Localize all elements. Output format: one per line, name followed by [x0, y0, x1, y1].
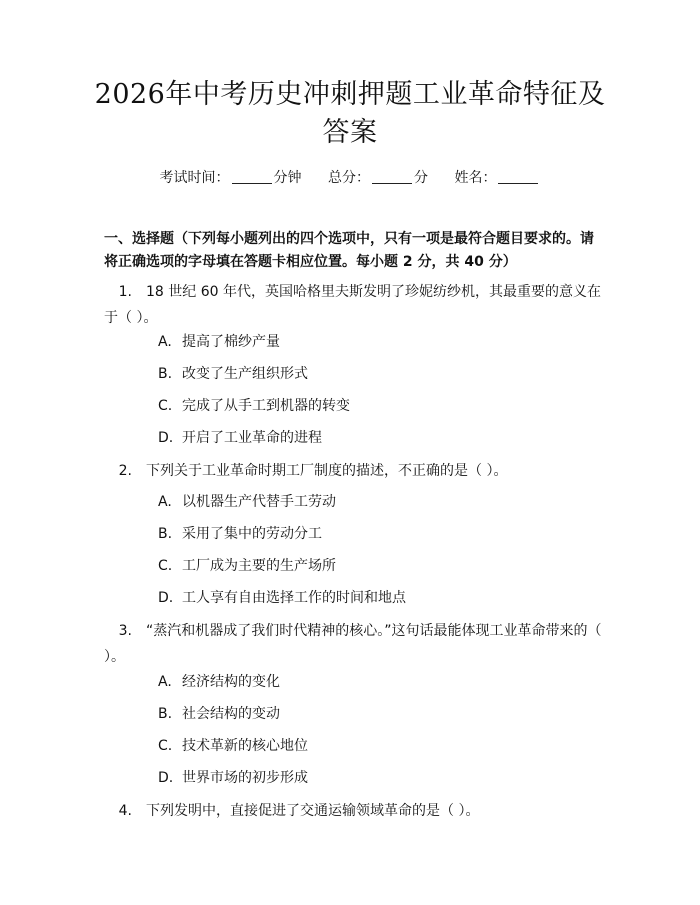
option-text: 经济结构的变化	[182, 674, 280, 690]
time-unit: 分钟	[273, 170, 302, 186]
option-letter: D.	[158, 430, 174, 446]
option-letter: A.	[158, 494, 172, 510]
question-2	[104, 458, 604, 484]
question-1	[104, 279, 604, 331]
question-1-option-d[interactable]	[158, 428, 598, 448]
question-3	[104, 618, 604, 670]
score-label: 总分：	[328, 170, 370, 186]
question-3-option-d[interactable]	[158, 768, 598, 788]
option-letter: C.	[158, 398, 173, 414]
question-2-option-a[interactable]	[158, 492, 598, 512]
option-text: 开启了工业革命的进程	[182, 430, 322, 446]
option-text: 提高了棉纱产量	[182, 334, 280, 350]
score-blank[interactable]	[372, 169, 412, 184]
page-title: 2026年中考历史冲刺押题工业革命特征及答案	[94, 79, 606, 148]
option-text: 社会结构的变动	[182, 706, 280, 722]
question-1-option-b[interactable]	[158, 364, 598, 384]
option-text: 以机器生产代替手工劳动	[182, 494, 336, 510]
question-1-option-a[interactable]	[158, 332, 598, 352]
option-text: 改变了生产组织形式	[182, 366, 308, 382]
time-field	[160, 170, 306, 186]
question-2-option-b[interactable]	[158, 524, 598, 544]
question-1-option-c[interactable]	[158, 396, 598, 416]
question-text: 下列发明中，直接促进了交通运输领域革命的是（ ）。	[146, 803, 480, 819]
exam-meta	[0, 168, 700, 188]
name-label: 姓名：	[454, 170, 497, 186]
question-text: “蒸汽和机器成了我们时代精神的核心。”这句话最能体现工业革命带来的（ ）。	[104, 623, 602, 665]
section-heading: 一、选择题（下列每小题列出的四个选项中，只有一项是最符合题目要求的。请将正确选项的字母填在答题卡相应位置。每小题 2 分，共 40 分）	[104, 231, 594, 270]
score-field	[328, 170, 432, 186]
option-letter: A.	[158, 334, 172, 350]
question-number: 2.	[118, 463, 132, 479]
option-letter: B.	[158, 526, 173, 542]
question-text: 下列关于工业革命时期工厂制度的描述，不正确的是（ ）。	[146, 463, 508, 479]
option-letter: B.	[158, 706, 173, 722]
question-2-option-d[interactable]	[158, 588, 598, 608]
question-text: 18 世纪 60 年代，英国哈格里夫斯发明了珍妮纺纱机，其最重要的意义在于（ ）。	[104, 284, 601, 326]
option-letter: D.	[158, 590, 174, 606]
option-text: 工人享有自由选择工作的时间和地点	[182, 590, 406, 606]
question-number: 1.	[118, 284, 132, 300]
question-2-option-c[interactable]	[158, 556, 598, 576]
question-3-option-c[interactable]	[158, 736, 598, 756]
question-number: 4.	[118, 803, 132, 819]
option-text: 工厂成为主要的生产场所	[182, 558, 336, 574]
option-text: 采用了集中的劳动分工	[182, 526, 322, 542]
option-letter: D.	[158, 770, 174, 786]
option-letter: C.	[158, 738, 173, 754]
option-letter: C.	[158, 558, 173, 574]
option-letter: A.	[158, 674, 172, 690]
question-4	[104, 798, 604, 824]
option-text: 世界市场的初步形成	[182, 770, 308, 786]
option-text: 技术革新的核心地位	[182, 738, 308, 754]
time-blank[interactable]	[232, 169, 272, 184]
question-3-option-a[interactable]	[158, 672, 598, 692]
option-text: 完成了从手工到机器的转变	[182, 398, 350, 414]
question-number: 3.	[118, 623, 132, 639]
question-3-option-b[interactable]	[158, 704, 598, 724]
time-label: 考试时间：	[159, 170, 230, 186]
name-blank[interactable]	[498, 169, 538, 184]
score-unit: 分	[414, 170, 428, 186]
option-letter: B.	[158, 366, 173, 382]
name-field	[454, 170, 540, 186]
